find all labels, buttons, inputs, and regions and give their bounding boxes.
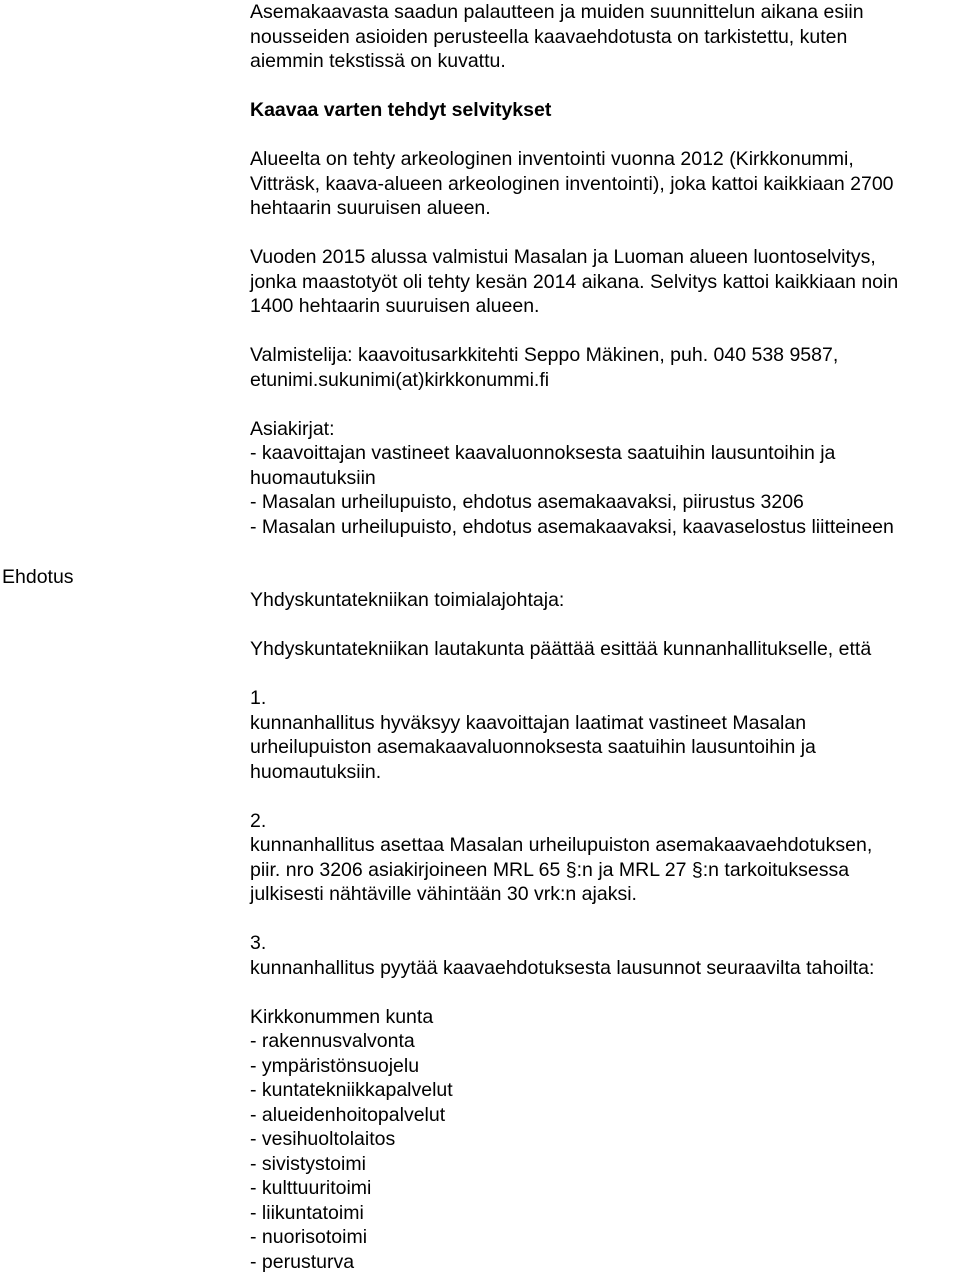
text-line: Valmistelija: kaavoitusarkkitehti Seppo Mäkinen, puh. 040 538 9587, [250, 344, 839, 366]
list-item: - nuorisotoimi [250, 1226, 368, 1248]
municipality-name: Kirkkonummen kunta [250, 1005, 434, 1028]
document-body [250, 0, 960, 1274]
text-line: Vitträsk, kaava-alueen arkeologinen inventointi), joka kattoi kaikkiaan 2700 [250, 172, 894, 195]
text-line: aiemmin tekstissä on kuvattu. [250, 50, 506, 72]
text-line: piir. nro 3206 asiakirjoineen MRL 65 §:n ja MRL 27 §:n tarkoituksessa [250, 858, 850, 881]
text-line: Alueelta on tehty arkeologinen inventointi vuonna 2012 (Kirkkonummi, [250, 148, 854, 170]
list-item: huomautuksiin [250, 466, 376, 489]
item-number: 1. [250, 687, 267, 709]
list-item: - Masalan urheilupuisto, ehdotus asemakaavaksi, kaavaselostus liitteineen [250, 515, 894, 538]
intro-paragraph [250, 0, 960, 74]
text-line: urheilupuiston asemakaavaluonnoksesta saatuihin lausuntoihin ja [250, 736, 816, 758]
department-list [250, 1005, 960, 1275]
text-line: huomautuksiin. [250, 760, 382, 783]
proposal-intro: Yhdyskuntatekniikan lautakunta päättää esittää kunnanhallitukselle, että [250, 638, 872, 660]
list-item: - kulttuuritoimi [250, 1177, 372, 1199]
list-item: - liikuntatoimi [250, 1201, 364, 1224]
text-line: julkisesti nähtäville vähintään 30 vrk:n ajaksi. [250, 883, 637, 905]
documents-list [250, 417, 960, 540]
proposal-item-3 [250, 931, 960, 980]
text-line: kunnanhallitus asettaa Masalan urheilupuiston asemakaavaehdotuksen, [250, 834, 873, 856]
text-line: jonka maastotyöt oli tehty kesän 2014 aikana. Selvitys kattoi kaikkiaan noin [250, 270, 899, 293]
text-line: hehtaarin suuruisen alueen. [250, 197, 491, 219]
list-item: - kaavoittajan vastineet kaavaluonnoksesta saatuihin lausuntoihin ja [250, 442, 836, 464]
documents-heading: Asiakirjat: [250, 417, 335, 440]
list-item: - perusturva [250, 1250, 355, 1273]
proposal-item-1 [250, 686, 960, 784]
preparer-contact [250, 343, 960, 392]
text-line: nousseiden asioiden perusteella kaavaehdotusta on tarkistettu, kuten [250, 25, 848, 48]
text-line: 1400 hehtaarin suuruisen alueen. [250, 295, 540, 317]
list-item: - kuntatekniikkapalvelut [250, 1079, 453, 1101]
proposal-item-2 [250, 809, 960, 907]
section-label-ehdotus: Ehdotus [2, 566, 74, 588]
list-item: - sivistystoimi [250, 1152, 366, 1175]
list-item: - Masalan urheilupuisto, ehdotus asemakaavaksi, piirustus 3206 [250, 491, 804, 513]
item-number: 2. [250, 809, 267, 832]
survey-paragraph-archaeology [250, 147, 960, 221]
text-line: Vuoden 2015 alussa valmistui Masalan ja Luoman alueen luontoselvitys, [250, 246, 876, 268]
list-item: - vesihuoltolaitos [250, 1128, 396, 1150]
survey-paragraph-nature [250, 245, 960, 319]
director-heading: Yhdyskuntatekniikan toimialajohtaja: [250, 589, 565, 611]
item-number: 3. [250, 932, 267, 954]
section-heading: Kaavaa varten tehdyt selvitykset [250, 99, 552, 121]
list-item: - rakennusvalvonta [250, 1030, 415, 1052]
contact-email: etunimi.sukunimi(at)kirkkonummi.fi [250, 368, 550, 391]
text-line: kunnanhallitus pyytää kaavaehdotuksesta lausunnot seuraavilta tahoilta: [250, 956, 875, 979]
list-item: - ympäristönsuojelu [250, 1054, 420, 1077]
list-item: - alueidenhoitopalvelut [250, 1103, 446, 1126]
text-line: kunnanhallitus hyväksyy kaavoittajan laatimat vastineet Masalan [250, 711, 807, 734]
text-line: Asemakaavasta saadun palautteen ja muiden suunnittelun aikana esiin [250, 1, 864, 23]
